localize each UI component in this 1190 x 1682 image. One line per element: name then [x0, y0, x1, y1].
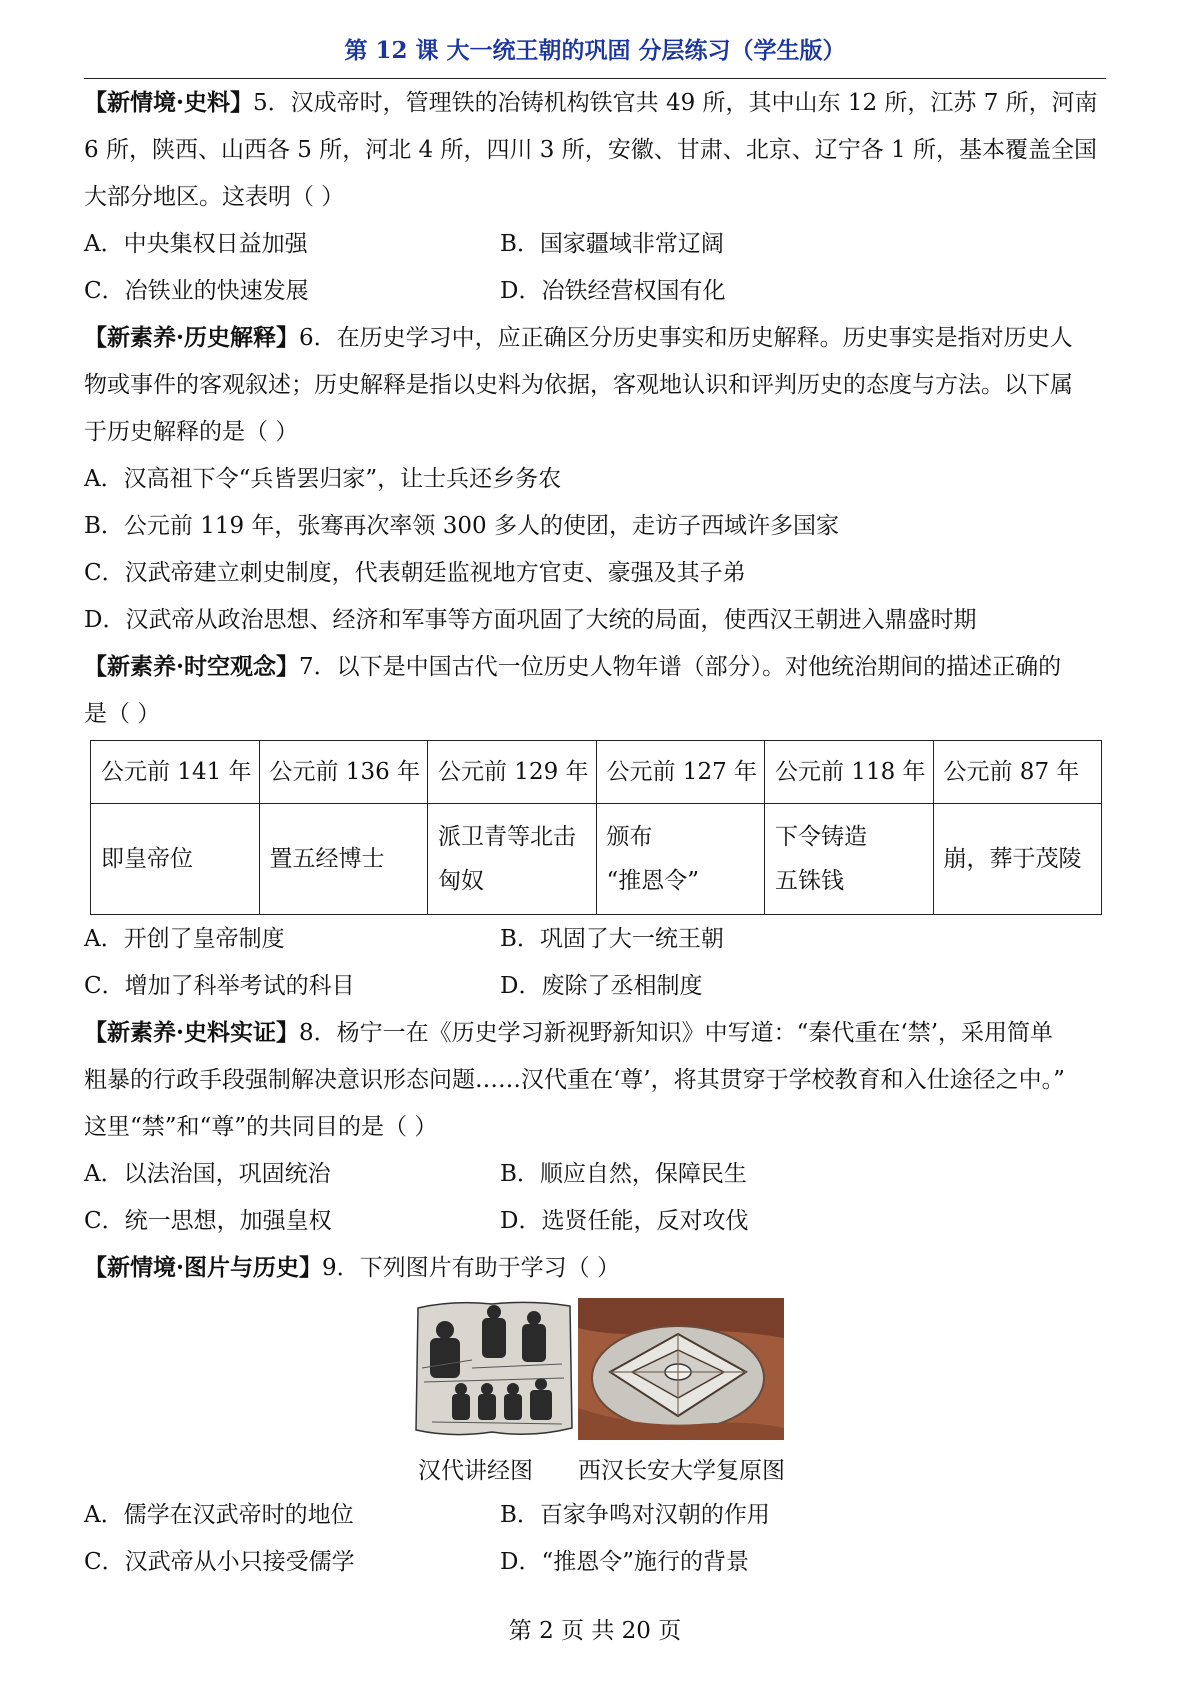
table-cell-year: 公元前 129 年: [428, 741, 597, 804]
q6-option-c: C．汉武帝建立刺史制度，代表朝廷监视地方官吏、豪强及其子弟: [84, 560, 746, 586]
event-text: 派卫青等北击: [438, 824, 576, 850]
q7-line-1: [84, 652, 1124, 682]
q8-tag: 【新素养·史料实证】: [84, 1019, 300, 1046]
event-text: 即皇帝位: [101, 846, 193, 872]
event-text: 下令铸造: [775, 824, 867, 850]
q5-line-2: 6 所，陕西、山西各 5 所，河北 4 所，四川 3 所，安徽、甘肃、北京、辽宁各 1 所，基本覆盖全国: [84, 137, 1097, 163]
table-row-years: [91, 741, 1102, 804]
q5-line-1: [84, 88, 1124, 118]
table-cell-event: [91, 804, 260, 915]
q6-line-3: 于历史解释的是（ ）: [84, 419, 299, 445]
q5-line-3: 大部分地区。这表明（ ）: [84, 184, 345, 210]
event-text-line-2: “推恩令”: [606, 868, 700, 894]
event-text-line-2: 五铢钱: [775, 868, 844, 894]
q9-option-b: B．百家争鸣对汉朝的作用: [500, 1502, 770, 1528]
event-text-line-2: 匈奴: [438, 868, 484, 894]
table-cell-event: [596, 804, 765, 915]
q7-stem-1: 7．以下是中国古代一位历史人物年谱（部分）。对他统治期间的描述正确的: [299, 654, 1062, 680]
q7-option-c: C．增加了科举考试的科目: [84, 973, 355, 999]
table-cell-year: 公元前 118 年: [765, 741, 934, 804]
q9-option-d: D．“推恩令”施行的背景: [500, 1549, 749, 1575]
q7-line-2: 是（ ）: [84, 701, 161, 727]
q7-tag: 【新素养·时空观念】: [84, 653, 300, 680]
q5-option-c: C．冶铁业的快速发展: [84, 278, 309, 304]
q5-tag: 【新情境·史料】: [84, 89, 254, 116]
event-text: 置五经博士: [269, 846, 385, 872]
q8-stem-1: 8．杨宁一在《历史学习新视野新知识》中写道：“秦代重在‘禁’，采用简单: [299, 1020, 1054, 1046]
han-lecture-relief-image: [412, 1298, 576, 1440]
page-header-title: 第 12 课 大一统王朝的巩固 分层练习（学生版）: [344, 37, 846, 64]
header-divider: [84, 78, 1106, 79]
q6-option-b: B．公元前 119 年，张骞再次率领 300 多人的使团，走访子西域许多国家: [84, 513, 839, 539]
q5-option-d: D．冶铁经营权国有化: [500, 278, 726, 304]
table-cell-year: 公元前 127 年: [596, 741, 765, 804]
q5-option-a: A．中央集权日益加强: [84, 231, 308, 257]
q8-option-b: B．顺应自然，保障民生: [500, 1161, 747, 1187]
table-cell-year: 公元前 136 年: [259, 741, 428, 804]
q8-option-a: A．以法治国，巩固统治: [84, 1161, 331, 1187]
q8-line-2: 粗暴的行政手段强制解决意识形态问题……汉代重在‘尊’，将其贯穿于学校教育和入仕途径之中。”: [84, 1067, 1065, 1093]
q6-option-d: D．汉武帝从政治思想、经济和军事等方面巩固了大统的局面，使西汉王朝进入鼎盛时期: [84, 607, 977, 633]
q5-option-b: B．国家疆域非常辽阔: [500, 231, 724, 257]
table-row-events: [91, 804, 1102, 915]
q8-option-d: D．选贤任能，反对攻伐: [500, 1208, 749, 1234]
q9-stem-1: 9．下列图片有助于学习（ ）: [322, 1255, 620, 1281]
q6-stem-1: 6．在历史学习中，应正确区分历史事实和历史解释。历史事实是指对历史人: [299, 325, 1073, 351]
table-cell-event: [428, 804, 597, 915]
chronology-table: [90, 740, 1102, 915]
q6-option-a: A．汉高祖下令“兵皆罢归家”，让士兵还乡务农: [84, 466, 562, 492]
q7-option-a: A．开创了皇帝制度: [84, 926, 285, 952]
q8-option-c: C．统一思想，加强皇权: [84, 1208, 332, 1234]
event-text: 颁布: [606, 824, 653, 850]
q8-line-1: [84, 1018, 1124, 1048]
q5-stem-1: 5．汉成帝时，管理铁的冶铸机构铁官共 49 所，其中山东 12 所，江苏 7 所，河南: [253, 90, 1098, 116]
q9-option-a: A．儒学在汉武帝时的地位: [84, 1502, 354, 1528]
q9-tag: 【新情境·图片与历史】: [84, 1254, 323, 1281]
q6-tag: 【新素养·历史解释】: [84, 324, 300, 351]
table-cell-year: 公元前 87 年: [933, 741, 1102, 804]
q9-option-c: C．汉武帝从小只接受儒学: [84, 1549, 355, 1575]
q7-option-b: B．巩固了大一统王朝: [500, 926, 724, 952]
q6-line-1: [84, 323, 1124, 353]
changan-taixue-reconstruction-image: [578, 1298, 784, 1440]
q7-option-d: D．废除了丞相制度: [500, 973, 703, 999]
q9-line-1: [84, 1253, 1124, 1283]
caption-han-lecture: 汉代讲经图: [418, 1458, 533, 1484]
table-cell-event: [765, 804, 934, 915]
table-cell-year: 公元前 141 年: [91, 741, 260, 804]
table-cell-event: [259, 804, 428, 915]
page-number-footer: 第 2 页 共 20 页: [508, 1618, 682, 1644]
q8-line-3: 这里“禁”和“尊”的共同目的是（ ）: [84, 1114, 438, 1140]
q6-line-2: 物或事件的客观叙述；历史解释是指以史料为依据，客观地认识和评判历史的态度与方法。以下属: [84, 372, 1073, 398]
caption-changan-taixue: 西汉长安大学复原图: [578, 1458, 785, 1484]
event-text: 崩，葬于茂陵: [943, 846, 1082, 872]
table-cell-event: [933, 804, 1102, 915]
